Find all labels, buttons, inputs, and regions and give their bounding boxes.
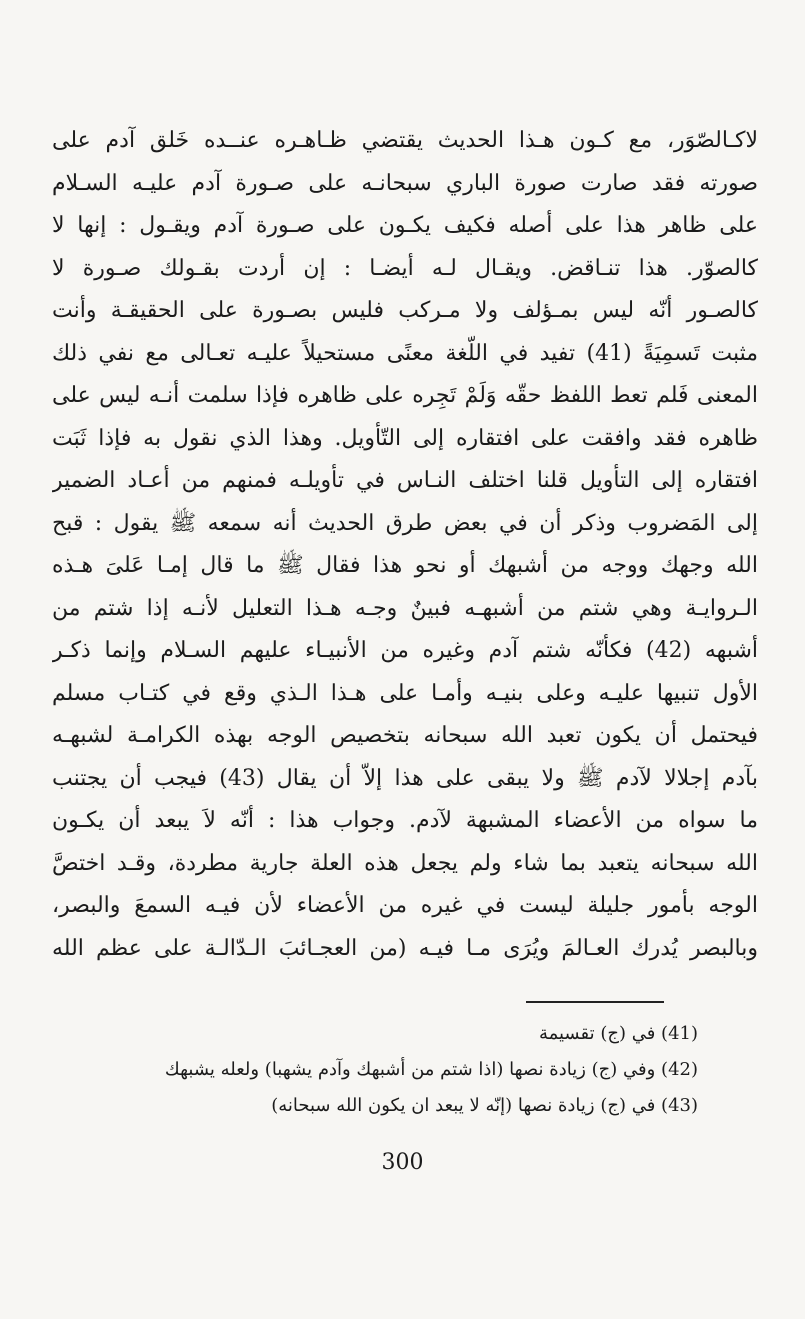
text-line: المعنى فَلم تعط اللفظ حقّه وَلَمْ تَجِره على ظاهره فإذا سلمت أنـه ليس على [52, 383, 758, 408]
text-line: فيحتمل أن يكون تعبد الله سبحانه بتخصيص الوجه بهذه الكرامـة لشبهـه [52, 723, 758, 748]
text-line: الله سبحانه يتعبد بما شاء ولم يجعل هذه العلة جارية مطردة، وقـد اختصَّ [52, 850, 758, 876]
footnotes [120, 1016, 698, 1124]
text-line: الـروايـة وهي شتم من أشبهـه فبينٌ وجـه هـذا التعليل لأنـه إذا شتم من [52, 595, 758, 621]
text-line: ظاهره فقد وافقت على افتقاره إلى التّأويل. وهذا الذي نقول به فإذا ثَبَت [52, 425, 758, 451]
text-line: الوجه بأمور جليلة ليست في غيره من الأعضاء لأن فيـه السمعَ والبصر، [52, 893, 758, 918]
footnote: (41) في (ج) تقسيمة [538, 1023, 698, 1044]
footnote: (43) في (ج) زيادة نصها (إنّه لا يبعد ان يكون الله سبحانه) [271, 1095, 698, 1116]
text-line: افتقاره إلى التأويل قلنا اختلف النـاس في تأويلـه فمنهم من أعـاد الضمير [52, 468, 758, 493]
text-line: ما سواه من الأعضاء المشبهة لآدم. وجواب هذا : أنّه لاَ يبعد أن يكـون [52, 808, 758, 833]
footnote-separator [526, 1001, 664, 1003]
text-line: الله وجهك ووجه من أشبهك أو نحو هذا فقال ﷺ ما قال إمـا عَلىَ هـذه [52, 553, 758, 578]
text-line: إلى المَضروب وذكر أن في بعض طرق الحديث أنه سمعه ﷺ يقول : قبح [52, 510, 758, 536]
main-text [52, 120, 758, 970]
text-line: مثبت تَسمِيَةً (41) تفيد في اللّغة معنًى مستحيلاً عليـه تعـالى مع نفي ذلك [52, 340, 758, 366]
text-line: على ظاهر هذا على أصله فكيف يكـون على صـورة آدم ويقـول : إنها لا [52, 213, 758, 238]
text-line: أشبهه (42) فكأنّه شتم آدم وغيره من الأنبيـاء عليهم السـلام وإنما ذكـر [52, 638, 758, 663]
page-number: 300 [381, 1150, 424, 1175]
text-line: بآدم إجلالا لآدم ﷺ ولا يبقى على هذا إلاّ أن يقال (43) فيجب أن يجتنب [52, 765, 758, 791]
footnote: (42) وفي (ج) زيادة نصها (اذا شتم من أشبهك وآدم يشهبا) ولعله يشبهك [164, 1059, 698, 1080]
text-line: كالصوّر. هذا تنـاقض. ويقـال لـه أيضـا : إن أردت بقـولك صـورة لا [52, 255, 758, 281]
text-line: الأول تنبيها عليـه وعلى بنيـه وأمـا على هـذا الـذي وقع في كتـاب مسلم [52, 680, 758, 706]
text-line: وبالبصر يُدرك العـالمَ ويُرَى مـا فيـه (من العجـائبَ الـدّالـة على عظم الله [52, 935, 758, 961]
text-line: كالصـور أنّه ليس بمـؤلف ولا مـركب فليس بصـورة على الحقيقـة وأنت [52, 298, 758, 323]
text-line: صورته فقد صارت صورة الباري سبحانـه على صـورة آدم عليـه السـلام [52, 170, 758, 196]
text-line: لاكـالصّوَر، مع كـون هـذا الحديث يقتضي ظـاهـره عنــده خَلق آدم على [52, 128, 758, 153]
